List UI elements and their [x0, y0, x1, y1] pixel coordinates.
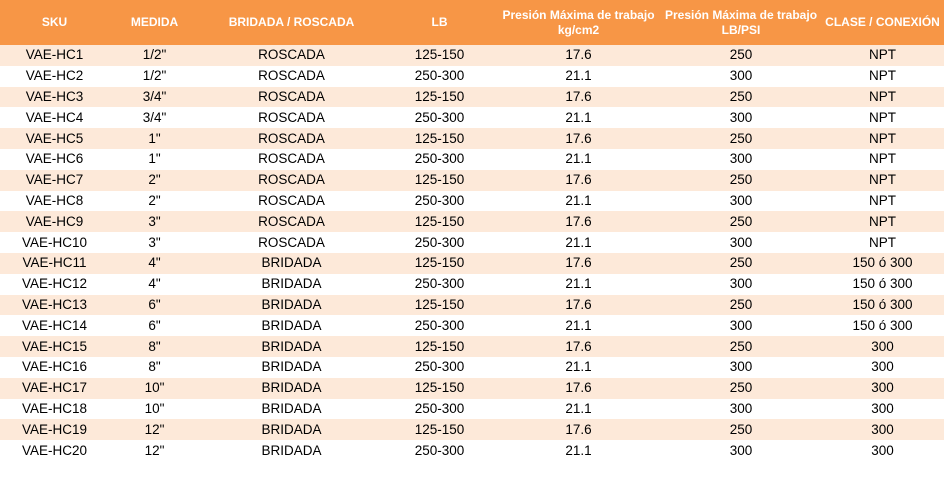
cell-medida: 10": [144, 380, 165, 396]
cell-lb: 250-300: [414, 317, 465, 333]
cell-presion-kg: 21.1: [565, 151, 592, 167]
cell-presion-kg: 17.6: [565, 380, 592, 396]
cell-clase: NPT: [869, 130, 896, 146]
cell-presion-kg: 21.1: [565, 276, 592, 292]
cell-lb: 125-150: [414, 338, 465, 354]
cell-tipo: ROSCADA: [258, 109, 325, 125]
cell-sku: VAE-HC17: [21, 380, 88, 396]
cell-tipo: ROSCADA: [258, 172, 325, 188]
cell-presion-psi: 300: [729, 400, 753, 416]
cell-presion-kg: 21.1: [565, 192, 592, 208]
cell-medida: 3": [148, 234, 161, 250]
cell-tipo: BRIDADA: [261, 359, 322, 375]
col-header-presion-kg: Presión Máxima de trabajo kg/cm2: [502, 7, 655, 37]
cell-medida: 3": [148, 213, 161, 229]
cell-lb: 125-150: [414, 380, 465, 396]
cell-presion-kg: 17.6: [565, 47, 592, 63]
cell-tipo: BRIDADA: [261, 276, 322, 292]
cell-presion-kg: 21.1: [565, 400, 592, 416]
cell-clase: NPT: [869, 172, 896, 188]
cell-medida: 6": [148, 317, 161, 333]
cell-lb: 250-300: [414, 400, 465, 416]
cell-presion-kg: 17.6: [565, 338, 592, 354]
cell-sku: VAE-HC20: [21, 442, 88, 458]
cell-tipo: BRIDADA: [261, 317, 322, 333]
cell-sku: VAE-HC5: [25, 130, 84, 146]
cell-tipo: ROSCADA: [258, 47, 325, 63]
table-row: [0, 274, 944, 295]
table-row: [0, 211, 944, 232]
cell-lb: 125-150: [414, 47, 465, 63]
cell-sku: VAE-HC16: [21, 359, 88, 375]
cell-presion-kg: 17.6: [565, 130, 592, 146]
table-row: [0, 336, 944, 357]
table-row: [0, 66, 944, 87]
table-body: [0, 45, 944, 461]
cell-presion-kg: 21.1: [565, 442, 592, 458]
cell-lb: 250-300: [414, 276, 465, 292]
cell-medida: 6": [148, 296, 161, 312]
cell-sku: VAE-HC19: [21, 421, 88, 437]
cell-clase: 150 ó 300: [852, 296, 913, 312]
cell-clase: 300: [871, 380, 894, 396]
cell-lb: 125-150: [414, 255, 465, 271]
cell-lb: 250-300: [414, 151, 465, 167]
table-row: [0, 399, 944, 420]
cell-sku: VAE-HC4: [25, 109, 84, 125]
cell-tipo: BRIDADA: [261, 442, 322, 458]
cell-presion-psi: 250: [729, 130, 753, 146]
cell-sku: VAE-HC2: [25, 68, 84, 84]
header-row: [0, 0, 944, 45]
cell-lb: 125-150: [414, 130, 465, 146]
cell-clase: 300: [871, 338, 894, 354]
col-header-medida: MEDIDA: [130, 15, 179, 29]
cell-clase: NPT: [869, 151, 896, 167]
cell-presion-psi: 250: [729, 255, 753, 271]
cell-tipo: ROSCADA: [258, 213, 325, 229]
cell-clase: NPT: [869, 68, 896, 84]
cell-medida: 8": [148, 359, 161, 375]
cell-clase: 300: [871, 442, 894, 458]
cell-tipo: BRIDADA: [261, 296, 322, 312]
cell-clase: NPT: [869, 109, 896, 125]
col-header-clase-conexion: CLASE / CONEXIÓN: [825, 15, 940, 29]
cell-sku: VAE-HC8: [25, 192, 84, 208]
cell-tipo: BRIDADA: [261, 400, 322, 416]
cell-sku: VAE-HC18: [21, 400, 88, 416]
cell-clase: 300: [871, 421, 894, 437]
cell-clase: 150 ó 300: [852, 255, 913, 271]
table-row: [0, 440, 944, 461]
cell-medida: 4": [148, 255, 161, 271]
cell-lb: 125-150: [414, 421, 465, 437]
cell-presion-psi: 300: [729, 109, 753, 125]
cell-tipo: BRIDADA: [261, 421, 322, 437]
table-header: [0, 0, 944, 45]
cell-clase: NPT: [869, 192, 896, 208]
cell-presion-psi: 300: [729, 317, 753, 333]
cell-presion-kg: 17.6: [565, 296, 592, 312]
cell-presion-psi: 300: [729, 359, 753, 375]
cell-lb: 250-300: [414, 192, 465, 208]
cell-lb: 125-150: [414, 88, 465, 104]
cell-clase: 300: [871, 359, 894, 375]
cell-presion-kg: 17.6: [565, 172, 592, 188]
cell-presion-kg: 17.6: [565, 421, 592, 437]
cell-presion-psi: 300: [729, 276, 753, 292]
cell-clase: 150 ó 300: [852, 276, 913, 292]
table-row: [0, 191, 944, 212]
table-row: [0, 315, 944, 336]
cell-presion-kg: 21.1: [565, 68, 592, 84]
cell-medida: 3/4": [142, 88, 167, 104]
cell-sku: VAE-HC15: [21, 338, 88, 354]
cell-medida: 12": [144, 442, 165, 458]
cell-presion-kg: 21.1: [565, 359, 592, 375]
cell-presion-psi: 250: [729, 172, 753, 188]
cell-presion-kg: 17.6: [565, 213, 592, 229]
cell-tipo: BRIDADA: [261, 380, 322, 396]
cell-clase: NPT: [869, 234, 896, 250]
cell-tipo: ROSCADA: [258, 130, 325, 146]
cell-lb: 250-300: [414, 359, 465, 375]
cell-clase: NPT: [869, 88, 896, 104]
cell-medida: 3/4": [142, 109, 167, 125]
cell-presion-psi: 300: [729, 442, 753, 458]
cell-sku: VAE-HC9: [25, 213, 84, 229]
cell-sku: VAE-HC14: [21, 317, 88, 333]
cell-medida: 8": [148, 338, 161, 354]
cell-presion-psi: 300: [729, 234, 753, 250]
cell-medida: 10": [144, 400, 165, 416]
cell-medida: 4": [148, 276, 161, 292]
cell-medida: 2": [148, 192, 161, 208]
cell-lb: 250-300: [414, 442, 465, 458]
cell-sku: VAE-HC12: [21, 276, 88, 292]
cell-presion-psi: 250: [729, 380, 753, 396]
table-row: [0, 107, 944, 128]
cell-lb: 125-150: [414, 296, 465, 312]
cell-medida: 2": [148, 172, 161, 188]
cell-tipo: ROSCADA: [258, 234, 325, 250]
cell-presion-psi: 250: [729, 47, 753, 63]
cell-clase: 150 ó 300: [852, 317, 913, 333]
cell-lb: 250-300: [414, 109, 465, 125]
col-header-bridada-roscada: BRIDADA / ROSCADA: [228, 15, 355, 29]
col-header-lb: LB: [431, 15, 448, 29]
table-row: [0, 232, 944, 253]
cell-presion-kg: 17.6: [565, 255, 592, 271]
table-row: [0, 357, 944, 378]
cell-sku: VAE-HC1: [25, 47, 84, 63]
cell-presion-kg: 17.6: [565, 88, 592, 104]
cell-lb: 125-150: [414, 172, 465, 188]
cell-sku: VAE-HC11: [22, 255, 87, 271]
cell-medida: 12": [144, 421, 165, 437]
cell-tipo: ROSCADA: [258, 151, 325, 167]
col-header-presion-psi: Presión Máxima de trabajo LB/PSI: [664, 7, 818, 37]
cell-presion-psi: 250: [729, 338, 753, 354]
table-row: [0, 128, 944, 149]
table-row: [0, 295, 944, 316]
cell-presion-psi: 300: [729, 192, 753, 208]
cell-clase: NPT: [869, 213, 896, 229]
cell-clase: 300: [871, 400, 894, 416]
table-row: [0, 170, 944, 191]
cell-presion-kg: 21.1: [565, 109, 592, 125]
table-row: [0, 149, 944, 170]
cell-sku: VAE-HC6: [25, 151, 84, 167]
cell-presion-kg: 21.1: [565, 317, 592, 333]
cell-tipo: ROSCADA: [258, 192, 325, 208]
cell-lb: 250-300: [414, 68, 465, 84]
cell-tipo: BRIDADA: [261, 338, 322, 354]
cell-presion-psi: 250: [729, 213, 753, 229]
cell-sku: VAE-HC7: [25, 172, 84, 188]
table-row: [0, 419, 944, 440]
cell-presion-psi: 250: [729, 88, 753, 104]
table-row: [0, 87, 944, 108]
cell-medida: 1": [148, 130, 161, 146]
col-header-sku: SKU: [41, 15, 68, 29]
cell-clase: NPT: [869, 47, 896, 63]
cell-lb: 125-150: [414, 213, 465, 229]
cell-presion-psi: 300: [729, 68, 753, 84]
cell-sku: VAE-HC10: [21, 234, 88, 250]
cell-medida: 1/2": [142, 68, 167, 84]
cell-lb: 250-300: [414, 234, 465, 250]
cell-tipo: BRIDADA: [261, 255, 322, 271]
table-row: [0, 378, 944, 399]
cell-medida: 1/2": [142, 47, 167, 63]
table-row: [0, 253, 944, 274]
cell-presion-psi: 250: [729, 421, 753, 437]
cell-presion-psi: 300: [729, 151, 753, 167]
cell-sku: VAE-HC13: [21, 296, 88, 312]
cell-medida: 1": [148, 151, 161, 167]
cell-presion-kg: 21.1: [565, 234, 592, 250]
cell-sku: VAE-HC3: [25, 88, 84, 104]
table-row: [0, 45, 944, 66]
cell-presion-psi: 250: [729, 296, 753, 312]
cell-tipo: ROSCADA: [258, 68, 325, 84]
cell-tipo: ROSCADA: [258, 88, 325, 104]
